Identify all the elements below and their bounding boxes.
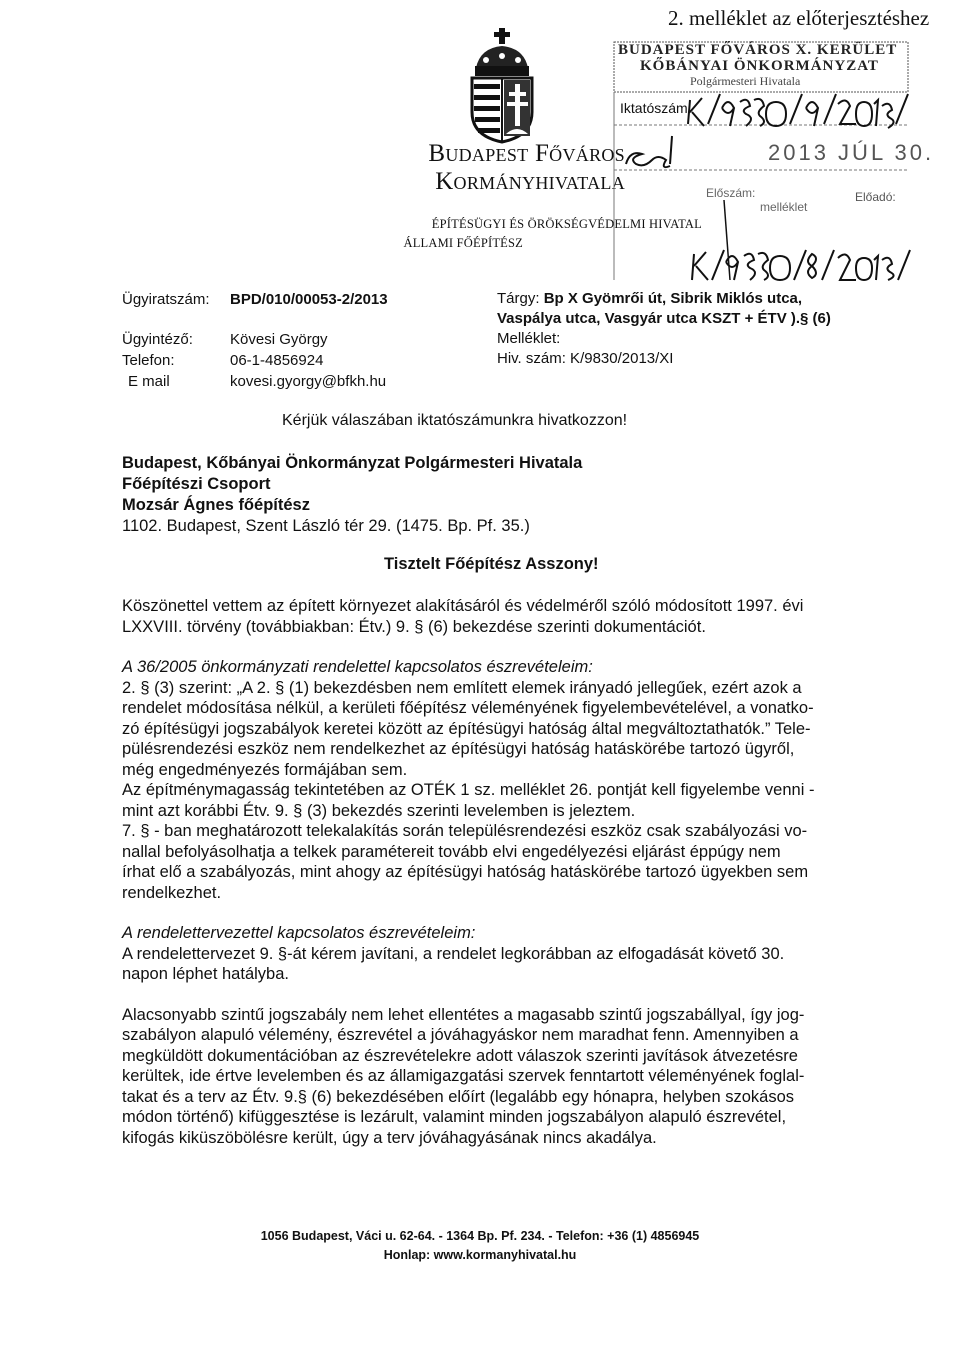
annex-note: 2. melléklet az előterjesztéshez: [668, 6, 930, 30]
body-line: még engedményezés formájában sem.: [122, 760, 408, 779]
body-line: írhat elő a szabályozás, mint ahogy az építésügyi hatóság hatáskörébe tartozó ügyekben sem: [122, 863, 809, 881]
reference-block: [122, 289, 388, 392]
ref-row-phone: [122, 350, 388, 371]
office-department: ÉPÍTÉSÜGYI ÉS ÖRÖKSÉGVÉDELMI HIVATAL: [431, 217, 702, 231]
body-line: szabályon alapuló vélemény, észrevétel a jóváhagyáskor nem maradhat fenn. Amennyiben a: [122, 1026, 799, 1044]
body-line: takat és a terv az Étv. 9.§ (6) bekezdésében előírt (legalább egy hónapra, helyben szokásos: [122, 1087, 795, 1106]
body-line: Alacsonyabb szintű jogszabály nem lehet ellentétes a magasabb szintű jogszabállyal, így jog-: [122, 1005, 805, 1024]
body-line: pülésrendezési eszköz nem rendelkezhet az építésügyi hatóság hatáskörébe tartozó ügyről,: [122, 740, 795, 758]
stamp-regno-label: Iktatószám:: [620, 100, 692, 116]
email-address: kovesi.gyorgy@bfkh.hu: [230, 373, 387, 390]
addressee-line3: Mozsár Ágnes főépítész: [122, 496, 310, 514]
ref-row-administrator: [122, 329, 388, 350]
subject-block: [497, 289, 897, 369]
ref-row-email: [122, 371, 388, 392]
phone-number: 06-1-4856924: [230, 352, 324, 369]
stamp-line1: BUDAPEST FŐVÁROS X. KERÜLET: [618, 42, 898, 58]
body-line: kifogás kiküszöbölésre került, úgy a terv jóváhagyásának nincs akadálya.: [122, 1128, 657, 1147]
body-line: 7. § - ban meghatározott telekalakítás során településrendezési eszköz csak szabályozási vo-: [122, 822, 808, 840]
ref-row-case-number: [122, 289, 388, 310]
stamp-line2: KŐBÁNYAI ÖNKORMÁNYZAT: [640, 58, 879, 74]
stamp-elozmeny-label: Előszám:: [706, 186, 756, 200]
body-line: rendelkezhet.: [122, 883, 222, 902]
stamp-melleklet-label: melléklet: [760, 200, 808, 214]
office-name-line1: Budapest Főváros: [428, 140, 625, 167]
addressee-line2: Főépítészi Csoport: [122, 475, 271, 493]
addressee-line1: Budapest, Kőbányai Önkormányzat Polgármesteri Hivatala: [122, 454, 583, 472]
body-line: kerültek, ide értve levelemben és az államigazgatási szervek fenntartott véleményének foglal-: [122, 1067, 805, 1085]
body-line: LXXVIII. törvény (továbbiakban: Étv.) 9. § (6) bekezdése szerinti dokumentációt.: [122, 617, 706, 636]
administrator-name: Kövesi György: [230, 331, 328, 348]
ref-label: Ügyiratszám:: [122, 291, 210, 308]
case-number: BPD/010/00053-2/2013: [230, 291, 388, 308]
office-name-line2: Kormányhivatala: [435, 168, 625, 195]
subject-label: Tárgy:: [497, 290, 540, 307]
reply-request: Kérjük válaszában iktatószámunkra hivatkozzon!: [282, 412, 628, 429]
body-line: 2. § (3) szerint: „A 2. § (1) bekezdésben nem említett elemek irányadó jellegűek, ezért azok a: [122, 678, 802, 697]
salutation: Tisztelt Főépítész Asszony!: [384, 555, 599, 573]
subject-line2: Vaspálya utca, Vasgyár utca KSZT + ÉTV ).§ (6): [497, 310, 831, 327]
subject-line1: Bp X Gyömrői út, Sibrik Miklós utca,: [543, 290, 803, 307]
stamp-line3: Polgármesteri Hivatala: [690, 74, 801, 88]
body-line: módon történő) kifüggesztése is lezárult, valamint minden jogszabályon alapuló észrevétel,: [122, 1108, 787, 1126]
body-line: Köszönettel vettem az épített környezet alakításáról és védelméről szóló módosított 1997. évi: [122, 597, 804, 615]
body-line: napon léphet hatályba.: [122, 965, 289, 983]
section-heading: A rendelettervezettel kapcsolatos észrevételeim:: [122, 924, 476, 942]
addressee-block: [122, 453, 582, 537]
footer-website: Honlap: www.kormanyhivatal.hu: [383, 1248, 577, 1262]
body-line: zó építésügyi jogszabályok keretei között az építésügyi hatóság által megváltoztathatók.” Tele-: [122, 719, 811, 738]
body-line: A rendelettervezet 9. §-át kérem javítani, a rendelet legkorábban az elfogadását követő 30.: [122, 944, 785, 963]
footer: [0, 1227, 960, 1265]
body-line: megküldött dokumentációban az észrevételekre adott válaszok szerinti javítások átvezetésre: [122, 1046, 798, 1065]
office-role: ÁLLAMI FŐÉPÍTÉSZ: [403, 236, 523, 250]
body-line: Az építménymagasság tekintetében az OTÉK 1 sz. melléklet 26. pontját kell figyelembe venni -: [122, 781, 815, 799]
body-line: nallal befolyásolhatja a telkek paramétereit tovább elvi engedélyezési eljárást éppúgy nem: [122, 842, 781, 861]
body-line: mint azt korábbi Étv. 9. § (3) bekezdés szerinti levelemben is jeleztem.: [122, 801, 636, 820]
reference-number: Hiv. szám: K/9830/2013/XI: [497, 350, 674, 367]
attachment-label: Melléklet:: [497, 330, 561, 347]
section-heading: A 36/2005 önkormányzati rendelettel kapcsolatos észrevételeim:: [122, 658, 593, 676]
ref-label: Telefon:: [122, 352, 175, 369]
stamp-eloado-label: Előadó:: [855, 190, 896, 204]
ref-label: Ügyintéző:: [122, 331, 193, 348]
hungarian-coat-of-arms-icon: [466, 28, 538, 144]
body-line: rendelet módosítása nélkül, a kerületi főépítész véleményének figyelembevételével, a vonatko-: [122, 699, 814, 717]
addressee-line4: 1102. Budapest, Szent László tér 29. (1475. Bp. Pf. 35.): [122, 517, 530, 535]
ref-label: E mail: [128, 373, 170, 390]
stamp-date: 2013 JÚL 30.: [768, 140, 935, 165]
footer-address: 1056 Budapest, Váci u. 62-64. - 1364 Bp. Pf. 234. - Telefon: +36 (1) 4856945: [260, 1229, 700, 1243]
letter-body: [122, 596, 902, 1148]
